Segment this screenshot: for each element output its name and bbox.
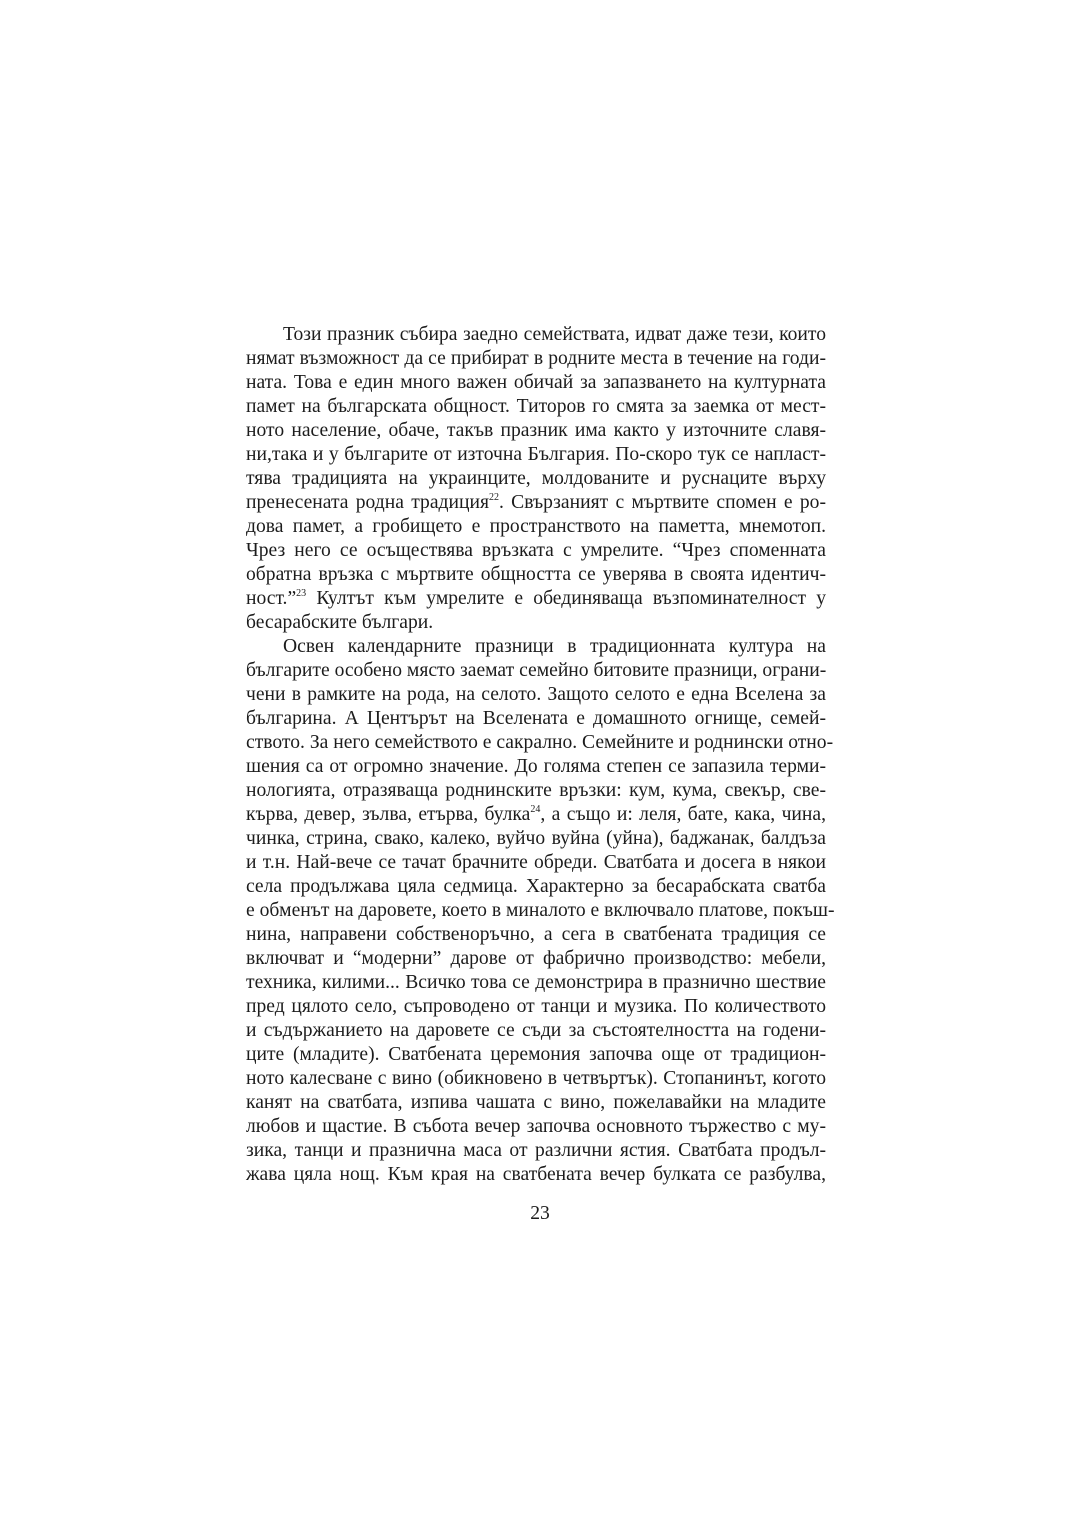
- text-run: чинка, стрина, свако, калеко, вуйчо вуйна (уйна), баджанак, балдъза: [246, 828, 826, 849]
- page-number: 23: [530, 1203, 550, 1224]
- text-line: [246, 683, 826, 707]
- text-run: памет на българската общност. Титоров го смята за заемка от мест-: [246, 396, 826, 417]
- text-line: [246, 1067, 826, 1091]
- text-run: . Свързаният с мъртвите спомен е ро-: [498, 492, 826, 513]
- text-line: [246, 1115, 826, 1139]
- text-line: [246, 395, 826, 419]
- text-run: Освен календарните празници в традиционната култура на: [283, 636, 826, 657]
- text-run: Чрез него се осъществява връзката с умрелите. “Чрез споменната: [246, 540, 826, 561]
- text-line: [246, 1019, 826, 1043]
- text-line: [246, 467, 826, 491]
- text-run: пренесената родна традиция: [246, 492, 489, 513]
- text-run: техника, килими... Всичко това се демонстрира в празнично шествие: [246, 972, 826, 993]
- text-line: [246, 371, 826, 395]
- body-text: [246, 323, 835, 1187]
- text-line: [246, 779, 826, 803]
- text-line: [246, 587, 826, 611]
- text-line: [246, 947, 826, 971]
- text-run: включват и “модерни” дарове от фабрично производство: мебели,: [246, 948, 826, 969]
- text-line: [246, 611, 826, 635]
- text-run: българите особено място заемат семейно битовите празници, ограни-: [246, 660, 827, 681]
- text-line: [246, 635, 826, 659]
- text-line: [246, 659, 826, 683]
- text-line: [246, 731, 834, 755]
- text-run: кърва, девер, зълва, етърва, булка: [246, 804, 531, 825]
- text-run: дова памет, а гробището е пространството на паметта, мнемотоп.: [246, 516, 826, 537]
- text-run: ност.”: [246, 588, 297, 609]
- text-line: [246, 539, 826, 563]
- text-run: обратна връзка с мъртвите общността се уверява в своята идентич-: [246, 564, 826, 585]
- text-line: [246, 899, 835, 923]
- text-line: [246, 1139, 826, 1163]
- footnote-reference: 22: [488, 492, 499, 503]
- text-line: [246, 323, 826, 347]
- text-run: Този празник събира заедно семействата, идват даже тези, които: [283, 324, 826, 345]
- footnote-reference: 24: [530, 804, 541, 815]
- footnote-reference: 23: [296, 588, 307, 599]
- text-run: пред цялото село, съпроводено от танци и музика. По количеството: [246, 996, 826, 1017]
- text-run: канят на сватбата, изпива чашата с вино, пожелавайки на младите: [246, 1092, 826, 1113]
- text-line: [246, 971, 826, 995]
- text-line: [246, 827, 826, 851]
- text-run: българина. А Центърът на Вселената е домашното огнище, семей-: [246, 708, 826, 729]
- text-line: [246, 803, 826, 827]
- text-line: [246, 923, 826, 947]
- text-run: ни,така и у българите от източна България. По-скоро тук се напласт-: [246, 444, 826, 465]
- text-run: зика, танци и празнична маса от различни ястия. Сватбата продъл-: [246, 1140, 826, 1161]
- text-run: нологията, отразяваща роднинските връзки: кум, кума, свекър, све-: [246, 780, 826, 801]
- text-line: [246, 707, 826, 731]
- paragraph: [246, 323, 826, 635]
- text-run: ството. За него семейството е сакрално. Семейните и роднински отно-: [246, 732, 834, 753]
- text-line: [246, 563, 826, 587]
- text-line: [246, 419, 826, 443]
- text-line: [246, 491, 826, 515]
- text-run: шения са от огромно значение. До голяма степен се запазила терми-: [246, 756, 826, 777]
- text-line: [246, 851, 826, 875]
- text-run: тява традицията на украинците, молдованите и руснаците върху: [246, 468, 826, 489]
- text-run: чени в рамките на рода, на селото. Защото селото е една Вселена за: [246, 684, 826, 705]
- text-run: ното калесване с вино (обикновено в четвъртък). Стопанинът, когото: [246, 1068, 826, 1089]
- text-run: ците (младите). Сватбената церемония започва още от традицион-: [246, 1044, 826, 1065]
- text-line: [246, 1043, 826, 1067]
- text-line: [246, 755, 826, 779]
- text-run: любов и щастие. В събота вечер започва основното тържество с му-: [246, 1116, 826, 1137]
- text-run: бесарабските българи.: [246, 612, 434, 633]
- text-run: и т.н. Най-вече се тачат брачните обреди. Сватбата и досега в някои: [246, 852, 826, 873]
- text-run: , а също и: леля, бате, кака, чина,: [540, 804, 827, 825]
- text-line: [246, 875, 826, 899]
- text-line: [246, 1163, 826, 1187]
- text-run: села продължава цяла седмица. Характерно за бесарабската сватба: [246, 876, 826, 897]
- text-line: [246, 1091, 826, 1115]
- text-run: и съдържанието на даровете се съди за състоятелността на годени-: [246, 1020, 826, 1041]
- text-run: нина, направени собственоръчно, а сега в сватбената традиция се: [246, 924, 826, 945]
- text-run: жава цяла нощ. Към края на сватбената вечер булката се разбулва,: [246, 1164, 826, 1185]
- text-run: нямат възможност да се прибират в родните места в течение на годи-: [246, 348, 826, 369]
- text-line: [246, 443, 826, 467]
- text-line: [246, 995, 826, 1019]
- text-line: [246, 347, 826, 371]
- text-run: Култът към умрелите е обединяваща възпоминателност у: [306, 588, 826, 609]
- text-run: ната. Това е един много важен обичай за запазването на културната: [246, 372, 826, 393]
- text-line: [246, 515, 826, 539]
- text-run: е обменът на даровете, което в миналото е включвало платове, покъш-: [246, 900, 835, 921]
- text-run: ното население, обаче, такъв празник има както у източните славя-: [246, 420, 826, 441]
- paragraph: [246, 635, 835, 1187]
